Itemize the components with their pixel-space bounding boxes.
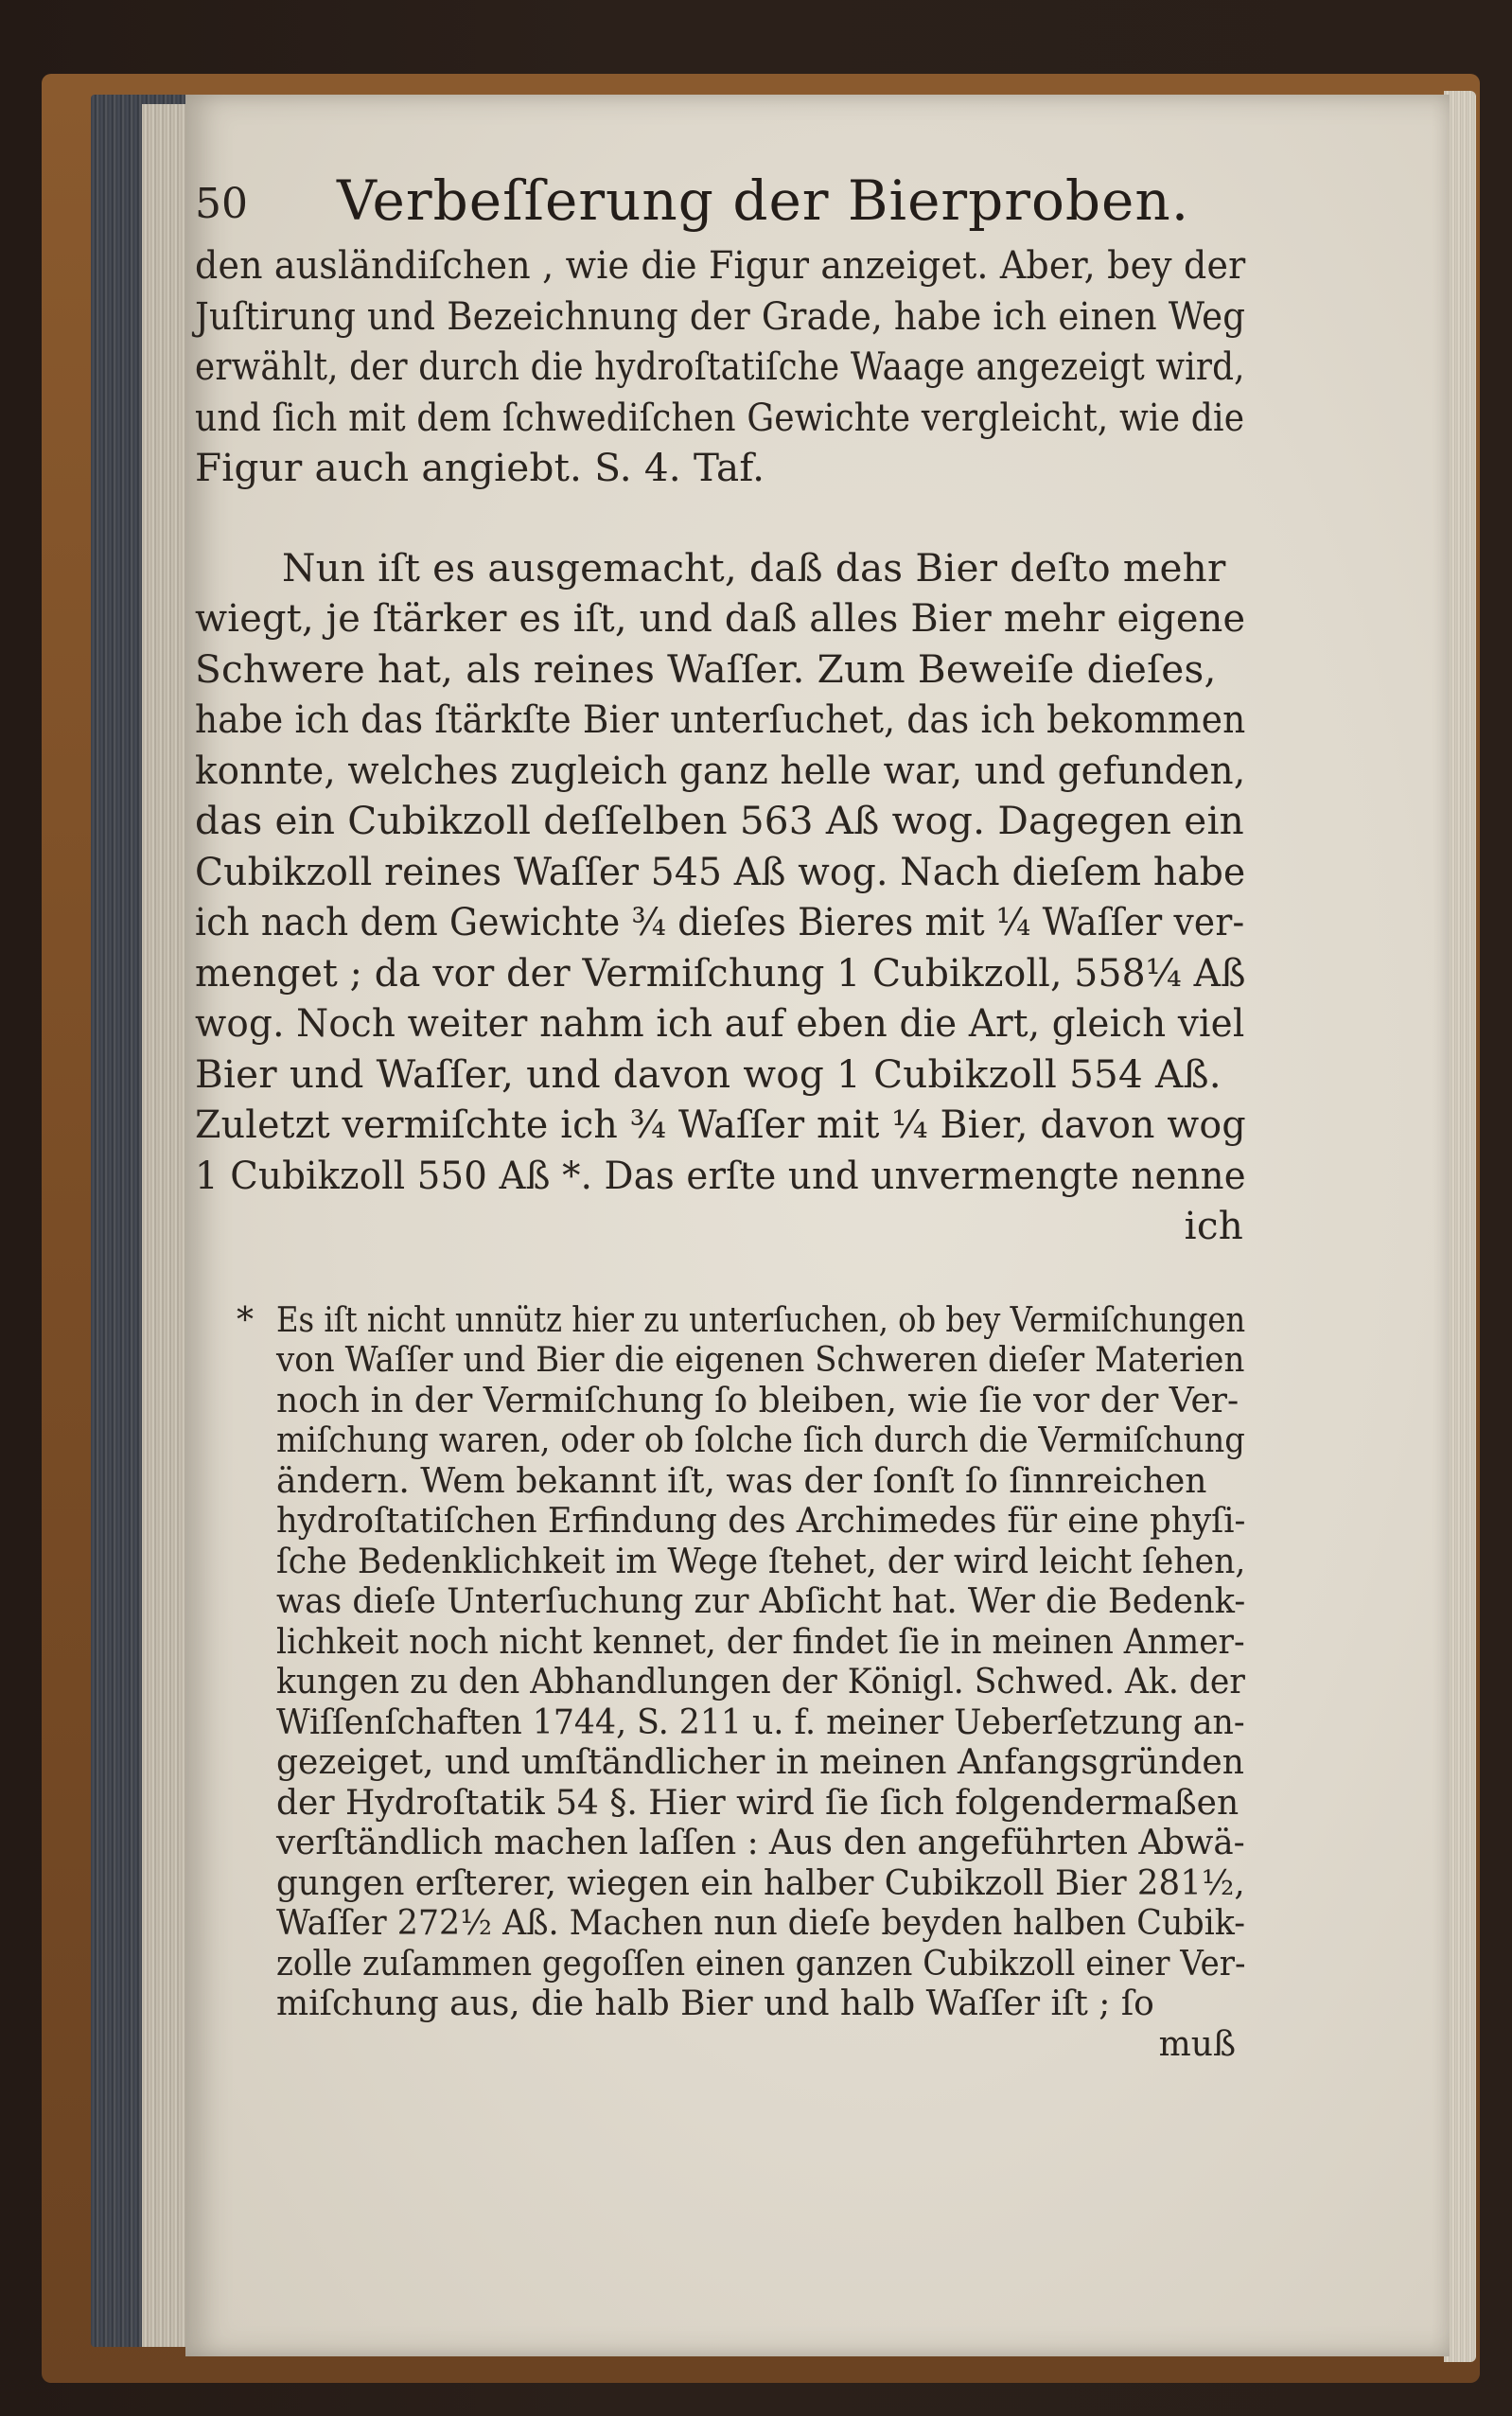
text-line: den ausländiſchen , wie die Figur anzeiget. Aber, bey der: [195, 242, 1246, 288]
footnote-line: ſche Bedenklichkeit im Wege ſtehet, der wird leicht ſehen,: [276, 1542, 1246, 1581]
text-line: erwählt, der durch die hydroſtatiſche Waage angezeigt wird,: [195, 344, 1245, 389]
text-line: Zuletzt vermiſchte ich ¾ Waſſer mit ¼ Bier, davon wog: [195, 1102, 1246, 1147]
footnote-line: noch in der Vermiſchung ſo bleiben, wie ſie vor der Ver-: [276, 1381, 1239, 1420]
text-line: Figur auch angiebt. S. 4. Taf.: [195, 445, 765, 490]
footnote-mark: *: [237, 1300, 254, 1340]
footnote: [195, 1301, 1245, 2066]
footnote-line: ändern. Wem bekannt iſt, was der ſonſt ſo ſinnreichen: [276, 1461, 1207, 1501]
text-line: Schwere hat, als reines Waſſer. Zum Beweiſe dieſes,: [195, 645, 1217, 692]
text-line: Cubikzoll reines Waſſer 545 Aß wog. Nach dieſem habe: [195, 848, 1246, 894]
footnote-line: gezeiget, und umſtändlicher in meinen Anfangsgründen: [276, 1743, 1244, 1782]
footnote-line: miſchung waren, oder ob ſolche ſich durch die Vermiſchung: [276, 1421, 1245, 1460]
page-content: [195, 155, 1245, 2065]
footnote-line: gungen erſterer, wiegen ein halber Cubikzoll Bier 281½,: [276, 1863, 1245, 1903]
paragraph-1: [195, 240, 1245, 494]
page-number: 50: [195, 180, 248, 228]
text-line: Juſtirung und Bezeichnung der Grade, habe ich einen Weg: [195, 292, 1246, 339]
page-header: [195, 155, 1245, 240]
footnote-line: Es iſt nicht unnütz hier zu unterſuchen, ob bey Vermiſchungen: [276, 1300, 1246, 1340]
text-line: wiegt, je ſtärker es iſt, und daß alles Bier mehr eigene: [195, 595, 1246, 641]
footnote-line: Waſſer 272½ Aß. Machen nun dieſe beyden halben Cubik-: [276, 1904, 1246, 1943]
text-line: Bier und Waſſer, und davon wog 1 Cubikzoll 554 Aß.: [195, 1050, 1222, 1097]
footnote-line: von Waſſer und Bier die eigenen Schweren dieſer Materien: [276, 1341, 1245, 1380]
paragraph-2: [195, 543, 1245, 1252]
footnote-line: Wiſſenſchaften 1744, S. 211 u. f. meiner Ueberſetzung an-: [276, 1702, 1245, 1742]
footnote-line: miſchung aus, die halb Bier und halb Waſſer iſt ; ſo: [276, 1984, 1154, 2023]
footnote-catchword: muß: [1158, 2024, 1236, 2064]
footnote-line: verſtändlich machen laſſen : Aus den angeführten Abwä-: [276, 1824, 1245, 1862]
text-line: Nun iſt es ausgemacht, daß das Bier deſto mehr: [282, 544, 1226, 591]
text-line: 1 Cubikzoll 550 Aß *. Das erſte und unvermengte nenne: [195, 1152, 1246, 1198]
text-line: das ein Cubikzoll deſſelben 563 Aß wog. Dagegen ein: [195, 798, 1244, 843]
footnote-line: was dieſe Unterſuchung zur Abſicht hat. Wer die Bedenk-: [276, 1582, 1246, 1621]
catchword: ich: [1184, 1203, 1243, 1248]
footnote-line: hydroſtatiſchen Erfindung des Archimedes für eine phyſi-: [276, 1502, 1246, 1541]
footnote-line: kungen zu den Abhandlungen der Königl. Schwed. Ak. der: [276, 1663, 1245, 1702]
running-head: Verbeſſerung der Bierproben.: [337, 168, 1190, 233]
text-line: konnte, welches zugleich ganz helle war, und gefunden,: [195, 747, 1246, 793]
footnote-line: der Hydroſtatik 54 §. Hier wird ſie ſich folgendermaßen: [276, 1783, 1239, 1823]
footnote-line: lichkeit noch nicht kennet, der findet ſie in meinen Anmer-: [276, 1622, 1245, 1662]
text-line: wog. Noch weiter nahm ich auf eben die Art, gleich viel: [195, 1000, 1245, 1046]
text-line: menget ; da vor der Vermiſchung 1 Cubikzoll, 558¼ Aß: [195, 949, 1246, 996]
text-line: und ſich mit dem ſchwediſchen Gewichte vergleicht, wie die: [195, 394, 1245, 440]
footnote-line: zolle zuſammen gegoſſen einen ganzen Cubikzoll einer Ver-: [276, 1944, 1246, 1984]
text-line: ich nach dem Gewichte ¾ dieſes Bieres mit ¼ Waſſer ver-: [195, 899, 1245, 944]
text-line: habe ich das ſtärkſte Bier unterſuchet, das ich bekommen: [195, 697, 1246, 742]
